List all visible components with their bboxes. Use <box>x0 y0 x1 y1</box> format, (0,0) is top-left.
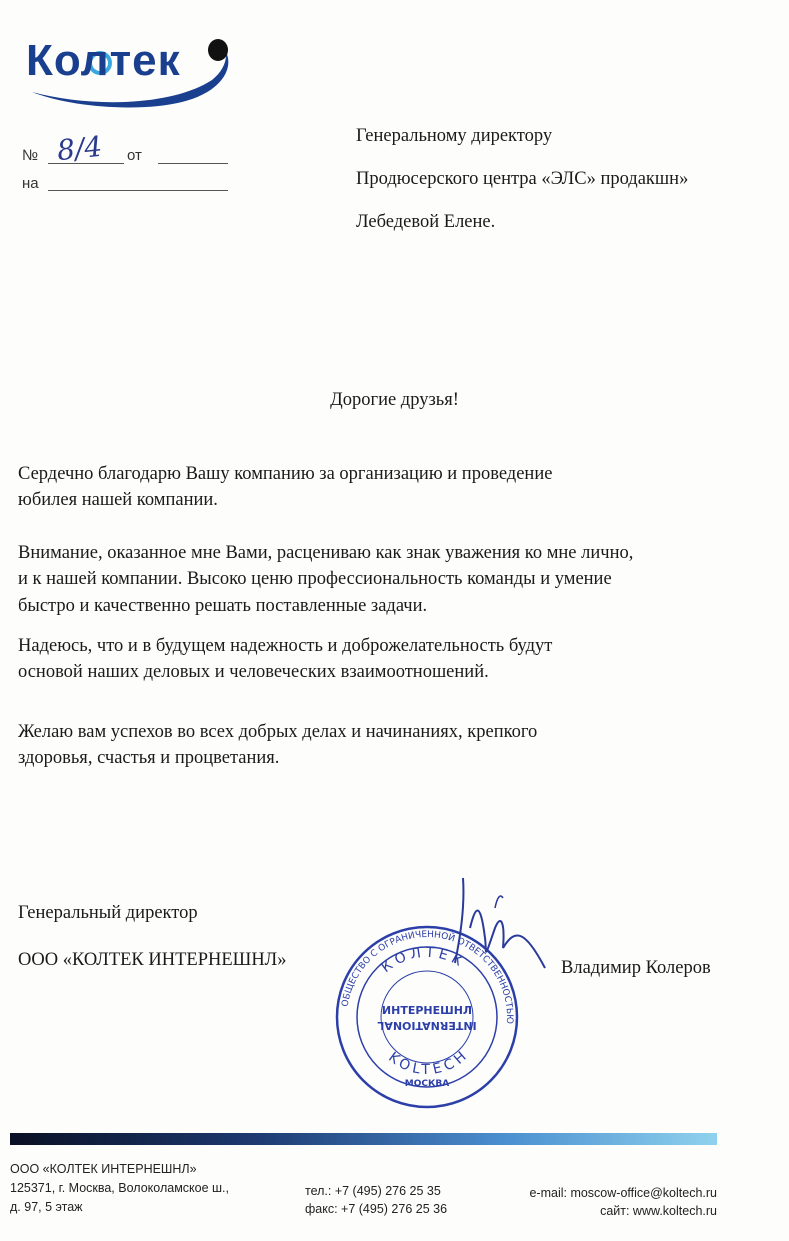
addressee-line-2: Продюсерского центра «ЭЛС» продакшн» <box>356 169 689 189</box>
footer-address-1: 125371, г. Москва, Волоколамское ш., <box>10 1181 229 1195</box>
footer-company: ООО «КОЛТЕК ИНТЕРНЕШНЛ» <box>10 1162 197 1176</box>
paragraph-1-line-2: юбилея нашей компании. <box>18 490 218 510</box>
signature <box>425 868 555 988</box>
signatory-title: Генеральный директор <box>18 903 198 923</box>
stamp-bottom-text: KOLTECH <box>385 1046 473 1079</box>
date-line <box>158 163 228 164</box>
footer-gradient-bar <box>10 1133 717 1145</box>
paragraph-2-line-1: Внимание, оказанное мне Вами, расцениваю как знак уважения ко мне лично, <box>18 543 634 563</box>
signature-icon <box>425 868 555 988</box>
paragraph-4-line-1: Желаю вам успехов во всех добрых делах и начинаниях, крепкого <box>18 722 538 742</box>
paragraph-4-line-2: здоровья, счастья и процветания. <box>18 748 280 768</box>
stamp-middle-2: INTERNATIONAL <box>377 1019 477 1032</box>
handwritten-number: 8/4 <box>55 129 104 168</box>
footer-site: сайт: www.koltech.ru <box>600 1204 717 1218</box>
to-label: на <box>22 175 39 192</box>
footer-phone: тел.: +7 (495) 276 25 35 <box>305 1184 441 1198</box>
paragraph-2-line-2: и к нашей компании. Высоко ценю профессиональность команды и умение <box>18 569 612 589</box>
footer-fax: факс: +7 (495) 276 25 36 <box>305 1202 448 1216</box>
stamp-city: МОСКВА <box>404 1079 450 1089</box>
from-label: от <box>127 147 142 164</box>
stamp-top-text: КОЛТЕК <box>378 944 469 977</box>
addressee-line-1: Генеральному директору <box>356 126 553 146</box>
footer-email: e-mail: moscow-office@koltech.ru <box>529 1186 717 1200</box>
stamp-middle-1: ИНТЕРНЕШНЛ <box>381 1004 473 1017</box>
number-label: № <box>22 147 39 164</box>
greeting: Дорогие друзья! <box>330 390 459 410</box>
stamp-outer-text: ОБЩЕСТВО С ОГРАНИЧЕННОЙ ОТВЕТСТВЕННОСТЬЮ <box>340 929 515 1025</box>
footer-address-2: д. 97, 5 этаж <box>10 1200 83 1214</box>
signatory-name: Владимир Колеров <box>561 958 711 978</box>
paragraph-1-line-1: Сердечно благодарю Вашу компанию за организацию и проведение <box>18 464 553 484</box>
reply-line <box>48 190 228 191</box>
paragraph-3-line-2: основой наших деловых и человеческих взаимоотношений. <box>18 662 489 682</box>
paragraph-2-line-3: быстро и качественно решать поставленные задачи. <box>18 596 428 616</box>
logo-text: Колтек <box>26 36 181 85</box>
paragraph-3-line-1: Надеюсь, что и в будущем надежность и доброжелательность будут <box>18 636 553 656</box>
company-logo <box>22 30 237 110</box>
signatory-company: ООО «КОЛТЕК ИНТЕРНЕШНЛ» <box>18 950 287 970</box>
addressee-line-3: Лебедевой Елене. <box>356 212 496 232</box>
